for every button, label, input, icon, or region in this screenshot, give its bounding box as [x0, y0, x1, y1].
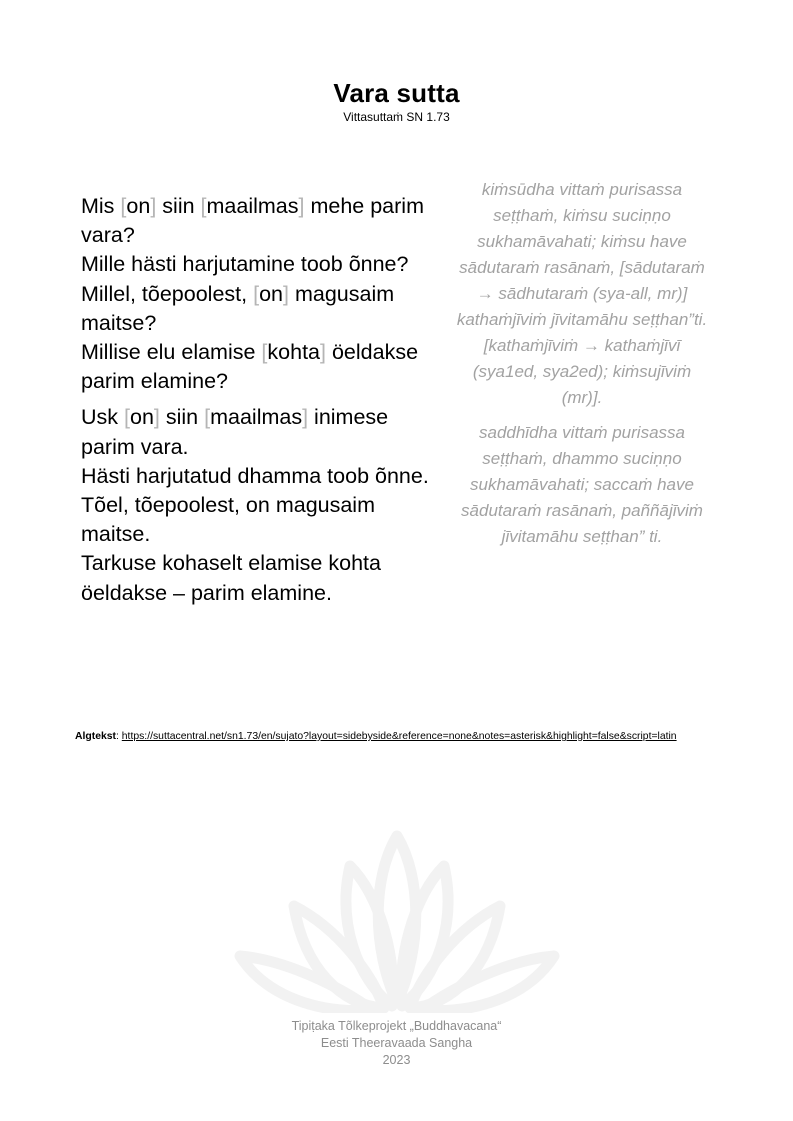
verse-text: Tõel, tõepoolest, on magusaim maitse. — [81, 493, 375, 547]
verse-text: kohta — [267, 340, 321, 365]
document-title: Vara sutta — [333, 78, 460, 108]
verse-line — [81, 462, 446, 491]
verse-text: Usk — [81, 405, 124, 430]
estonian-stanza-2 — [81, 403, 446, 607]
source-separator: : — [116, 731, 122, 742]
editorial-bracket: ] — [153, 405, 160, 430]
pali-stanza-2: saddhīdha vittaṁ purisassa seṭṭhaṁ, dhammo suciṇṇo sukhamāvahati; saccaṁ have sādutaraṁ rasānaṁ, paññājīviṁ jīvitamāhu seṭṭhan” ti. — [461, 423, 703, 546]
editorial-bracket: [ — [124, 405, 130, 430]
verse-text: mehe parim vara? — [81, 194, 424, 248]
verse-line — [81, 491, 446, 549]
verse-text: Hästi harjutatud dhamma toob õnne. — [81, 463, 429, 488]
source-label: Algtekst — [75, 731, 116, 742]
footer-project: Tipiṭaka Tõlkeprojekt „Buddhavacana“ — [291, 1019, 502, 1033]
verse-text: Millel, tõepoolest, — [81, 281, 254, 306]
estonian-translation — [81, 192, 446, 615]
estonian-stanza-1 — [81, 192, 446, 396]
verse-text: inimese parim vara. — [81, 405, 389, 459]
verse-text: on — [126, 194, 151, 218]
verse-text: on — [129, 405, 154, 430]
verse-text: on — [259, 281, 283, 306]
footer-year: 2023 — [382, 1053, 411, 1067]
editorial-bracket: [ — [204, 405, 211, 430]
pali-stanza-1: kiṁsūdha vittaṁ purisassa seṭṭhaṁ, kiṁsu suciṇṇo sukhamāvahati; kiṁsu have sādutaraṁ rasānaṁ, [sādutaraṁ → sādhutaraṁ (sya-all, mr)] kathaṁjīviṁ jīvitamāhu seṭṭhan”ti. [kathaṁjīviṁ → kathaṁjīvī (sya1ed, sya2ed); kiṁsujīviṁ (mr)]. — [456, 180, 708, 407]
verse-text: öeldakse parim elamine? — [81, 340, 419, 394]
verse-text: siin — [156, 194, 201, 218]
verse-text: Tarkuse kohaselt elamise kohta öeldakse – parim elamine. — [81, 551, 381, 605]
lotus-watermark-icon — [232, 828, 562, 1013]
document-subtitle: Vittasuttaṁ SN 1.73 — [343, 110, 450, 124]
editorial-bracket: ] — [298, 194, 305, 218]
verse-line — [81, 403, 446, 461]
verse-text: siin — [159, 405, 205, 430]
pali-original — [451, 177, 713, 559]
verse-line — [81, 280, 446, 338]
editorial-bracket: ] — [283, 281, 289, 306]
editorial-bracket: [ — [253, 281, 260, 306]
verse-line — [81, 250, 446, 279]
editorial-bracket: [ — [200, 194, 207, 218]
verse-text: Mis — [81, 194, 121, 218]
editorial-bracket: ] — [320, 340, 326, 365]
footer — [0, 1018, 793, 1069]
verse-text: magusaim maitse? — [81, 281, 395, 335]
source-reference — [75, 731, 775, 742]
verse-text: maailmas — [206, 194, 299, 218]
editorial-bracket: [ — [261, 340, 268, 365]
verse-line — [81, 192, 446, 250]
editorial-bracket: [ — [120, 194, 127, 218]
verse-text: Mille hästi harjutamine toob õnne? — [81, 252, 409, 277]
verse-line — [81, 549, 446, 607]
editorial-bracket: ] — [302, 405, 309, 430]
editorial-bracket: ] — [150, 194, 157, 218]
footer-organization: Eesti Theeravaada Sangha — [320, 1036, 473, 1050]
verse-text: Millise elu elamise — [81, 340, 262, 365]
verse-text: maailmas — [210, 405, 303, 430]
source-link[interactable]: https://suttacentral.net/sn1.73/en/sujato?layout=sidebyside&reference=none&notes=asterisk&highlight=false&script=latin — [121, 731, 677, 742]
verse-line — [81, 338, 446, 396]
